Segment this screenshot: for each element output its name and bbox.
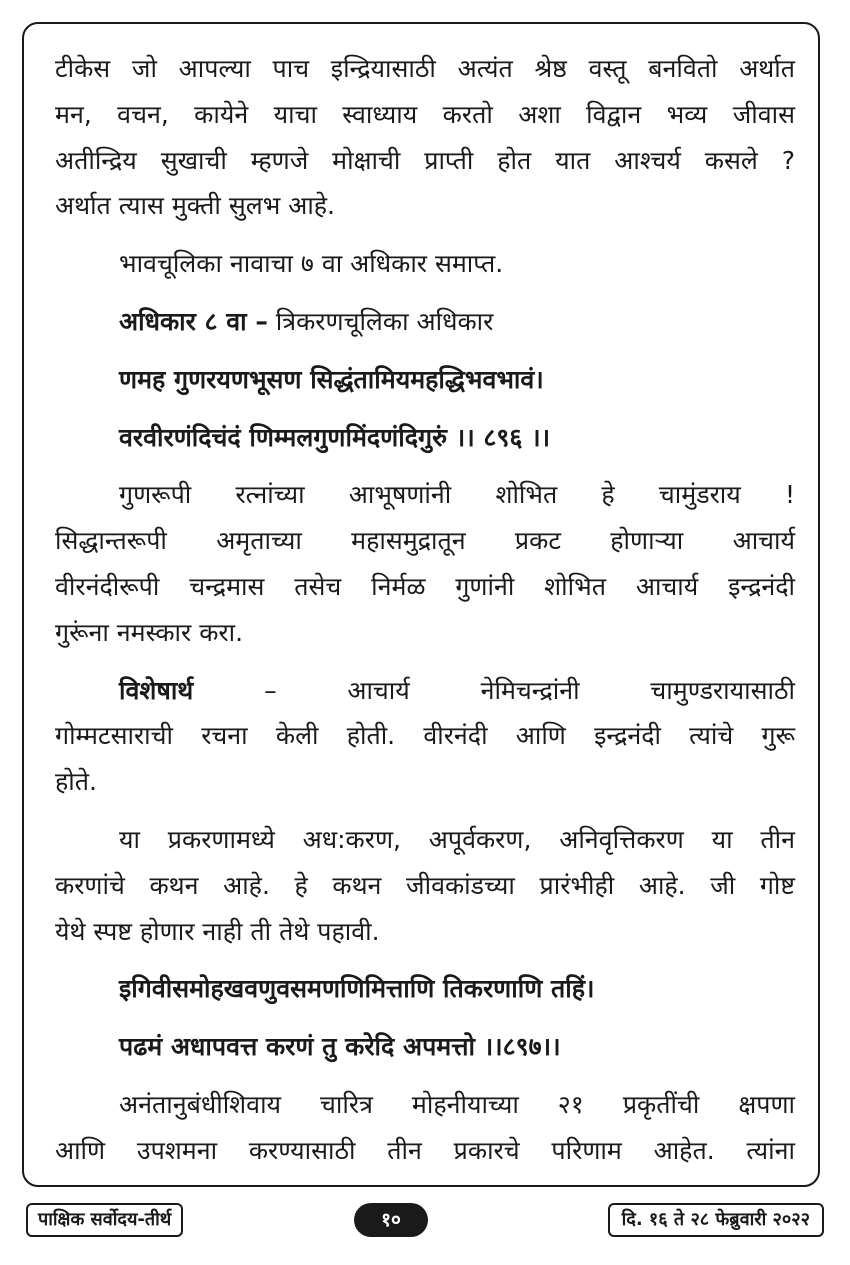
para1-line4: अर्थात त्यास मुक्ती सुलभ आहे. [55,191,335,221]
special-meaning-label: विशेषार्थ [119,675,194,705]
para3-line1-text: – आचार्य नेमिचन्द्रांनी चामुण्डरायासाठी [193,675,795,705]
verse-897-line2: पढमं अधापवत्त करणं तु करेदि अपमत्तो ।।८९७।। [119,1032,561,1062]
para1-line1: टीकेस जो आपल्या पाच इन्द्रियासाठी अत्यंत श्रेष्ठ वस्तू बनवितो अर्थात [55,54,795,83]
para4-line1: या प्रकरणामध्ये अध:करण, अपूर्वकरण, अनिवृत्तिकरण या तीन [119,824,795,854]
issue-date: दि. १६ ते २८ फेब्रुवारी २०२२ [608,1203,824,1237]
para4-line2: करणांचे कथन आहे. हे कथन जीवकांडच्या प्रारंभीही आहे. जी गोष्ट [55,870,795,900]
para4-line3: येथे स्पष्ट होणार नाही ती तेथे पहावी. [55,916,380,946]
page-body [55,46,795,1174]
para2-line4: गुरूंना नमस्कार करा. [55,617,244,647]
verse-897-line1: इगिवीसमोहखवणुवसमणणिमित्ताणि तिकरणाणि तहिं। [119,974,595,1004]
page-number: १० [354,1203,428,1237]
para3-line2: गोम्मटसाराची रचना केली होती. वीरनंदी आणि इन्द्रनंदी त्यांचे गुरू [55,721,795,751]
para2-line3: वीरनंदीरूपी चन्द्रमास तसेच निर्मळ गुणांनी शोभित आचार्य इन्द्रनंदी [55,571,795,601]
para3-line3: होते. [55,767,97,797]
para3-line1 [55,668,795,714]
para2-line2: सिद्धान्तरूपी अमृताच्या महासमुद्रातून प्रकट होणाऱ्या आचार्य [55,526,795,556]
chapter-8-title: त्रिकरणचूलिका अधिकार [275,306,494,336]
chapter-8-heading [55,299,795,345]
para1-line3: अतीन्द्रिय सुखाची म्हणजे मोक्षाची प्राप्ती होत यात आश्चर्य कसले ? [55,145,795,175]
chapter-8-label: अधिकार ८ वा – [119,306,268,336]
para5-line2: आणि उपशमना करण्यासाठी तीन प्रकारचे परिणाम आहेत. त्यांना [55,1135,795,1165]
publication-name: पाक्षिक सर्वोदय-तीर्थ [26,1203,183,1237]
verse-896-line1: णमह गुणरयणभूसण सिद्धंतामियमहद्धिभवभावं। [119,364,544,394]
verse-896-line2: वरवीरणंदिचंदं णिम्मलगुणमिंदणंदिगुरुं ।। ८९६ ।। [119,422,551,452]
chapter-end-note: भावचूलिका नावाचा ७ वा अधिकार समाप्त. [119,249,504,279]
para1-line2: मन, वचन, कायेने याचा स्वाध्याय करतो अशा विद्वान भव्य जीवास [55,99,795,129]
para5-line1: अनंतानुबंधीशिवाय चारित्र मोहनीयाच्या २१ प्रकृतींची क्षपणा [119,1089,795,1119]
para2-line1: गुणरूपी रत्नांच्या आभूषणांनी शोभित हे चामुंडराय ! [119,480,795,510]
